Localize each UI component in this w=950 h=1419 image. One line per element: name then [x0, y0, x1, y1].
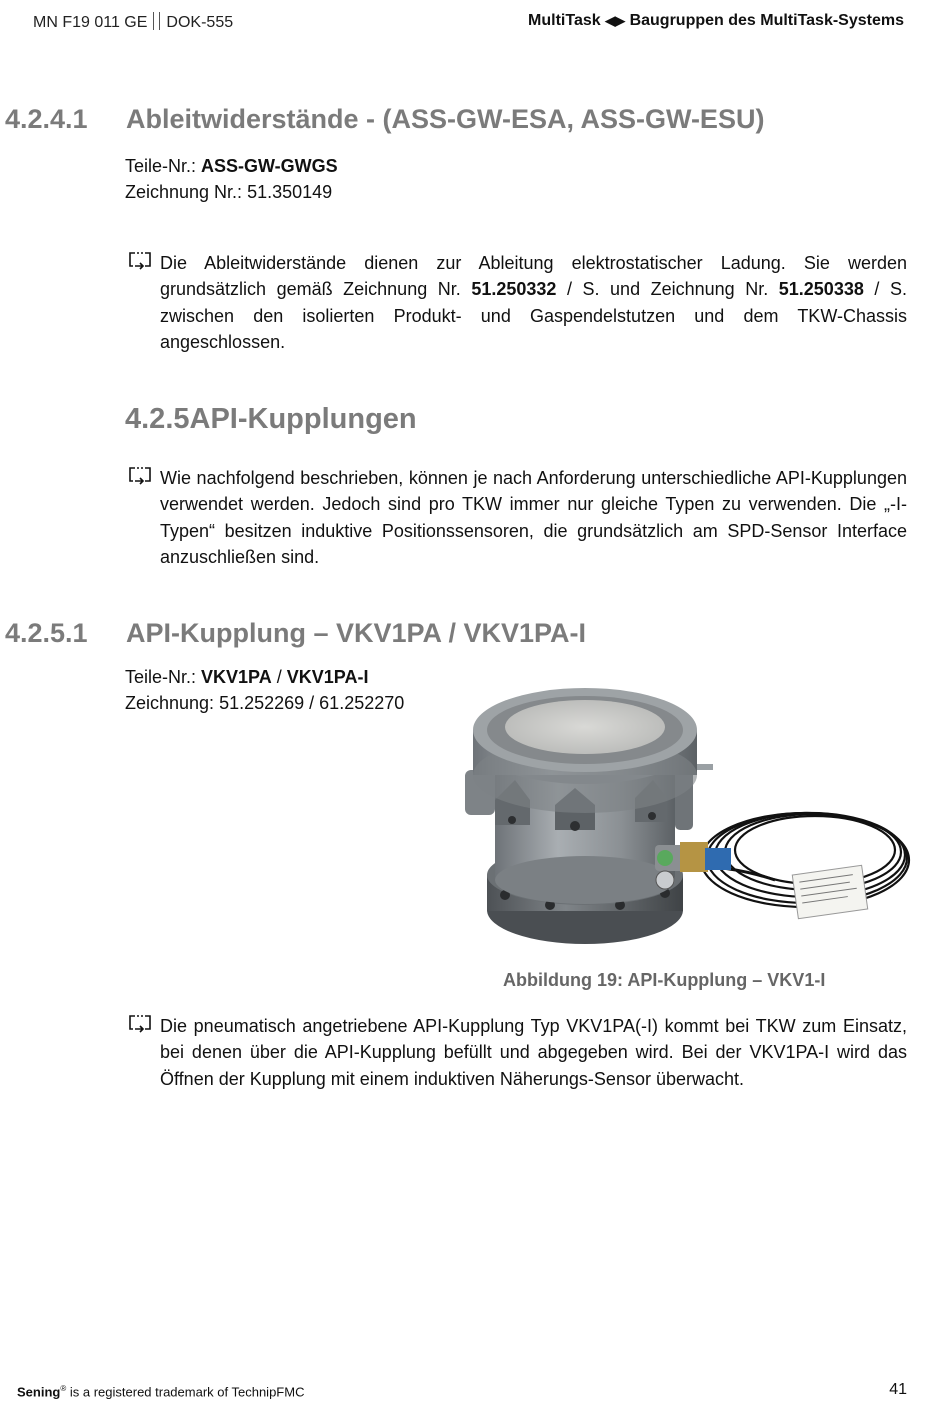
note-api-kupplungen: Wie nachfolgend beschrieben, können je nach Anforderung unterschiedliche API-Kupplungen verwendet werden. Jedoch sind pro TKW immer nur gleiche Typen zu verwenden. Die „-I-Typen“ besitzen induktive Positionssensoren, die grundsätzlich am SPD-Sensor Interface anzuschließen sind. [128, 465, 907, 570]
figure-caption: Abbildung 19: API-Kupplung – VKV1-I [503, 970, 826, 990]
heading-4241: 4.2.4.1 Ableitwiderstände - (ASS-GW-ESA, ASS-GW-ESU) [5, 104, 765, 134]
header-separator [153, 12, 160, 30]
note-bracket-icon [128, 251, 152, 271]
footer-trademark: Sening® is a registered trademark of TechnipFMC [17, 1384, 305, 1400]
header-doc-ref: MN F19 011 GE DOK-555 [33, 14, 234, 31]
header-section: MultiTask ◀▶ Baugruppen des MultiTask-Systems [528, 12, 904, 29]
heading-425: 4.2.5API-Kupplungen [125, 403, 417, 435]
heading-4251: 4.2.5.1 API-Kupplung – VKV1PA / VKV1PA-I [5, 618, 587, 648]
part-info-4251: Teile-Nr.: VKV1PA / VKV1PA-I Zeichnung: 51.252269 / 61.252270 [125, 667, 405, 713]
triangle-right-icon: ▶ [615, 13, 626, 28]
note-ableitwiderstaende: Die Ableitwiderstände dienen zur Ableitung elektrostatischer Ladung. Sie werden grundsätzlich gemäß Zeichnung Nr. 51.250332 / S. und Zeichnung Nr. 51.250338 / S. zwischen den isolierten Produkt- und Gaspendelstutzen und dem TKW-Chassis angeschlossen. [128, 250, 907, 355]
note-bracket-icon [128, 466, 152, 486]
triangle-left-icon: ◀ [605, 13, 616, 28]
page-number: 41 [889, 1381, 907, 1398]
api-coupling-photo [455, 680, 915, 952]
part-info-4241: Teile-Nr.: ASS-GW-GWGS Zeichnung Nr.: 51.350149 [125, 156, 338, 202]
note-vkv1pa: Die pneumatisch angetriebene API-Kupplung Typ VKV1PA(-I) kommt bei TKW zum Einsatz, bei denen über die API-Kupplung befüllt und abgegeben wird. Bei der VKV1PA-I wird das Öffnen der Kupplung mit einem induktiven Näherungs-Sensor überwacht. [128, 1013, 907, 1092]
note-bracket-icon [128, 1014, 152, 1034]
